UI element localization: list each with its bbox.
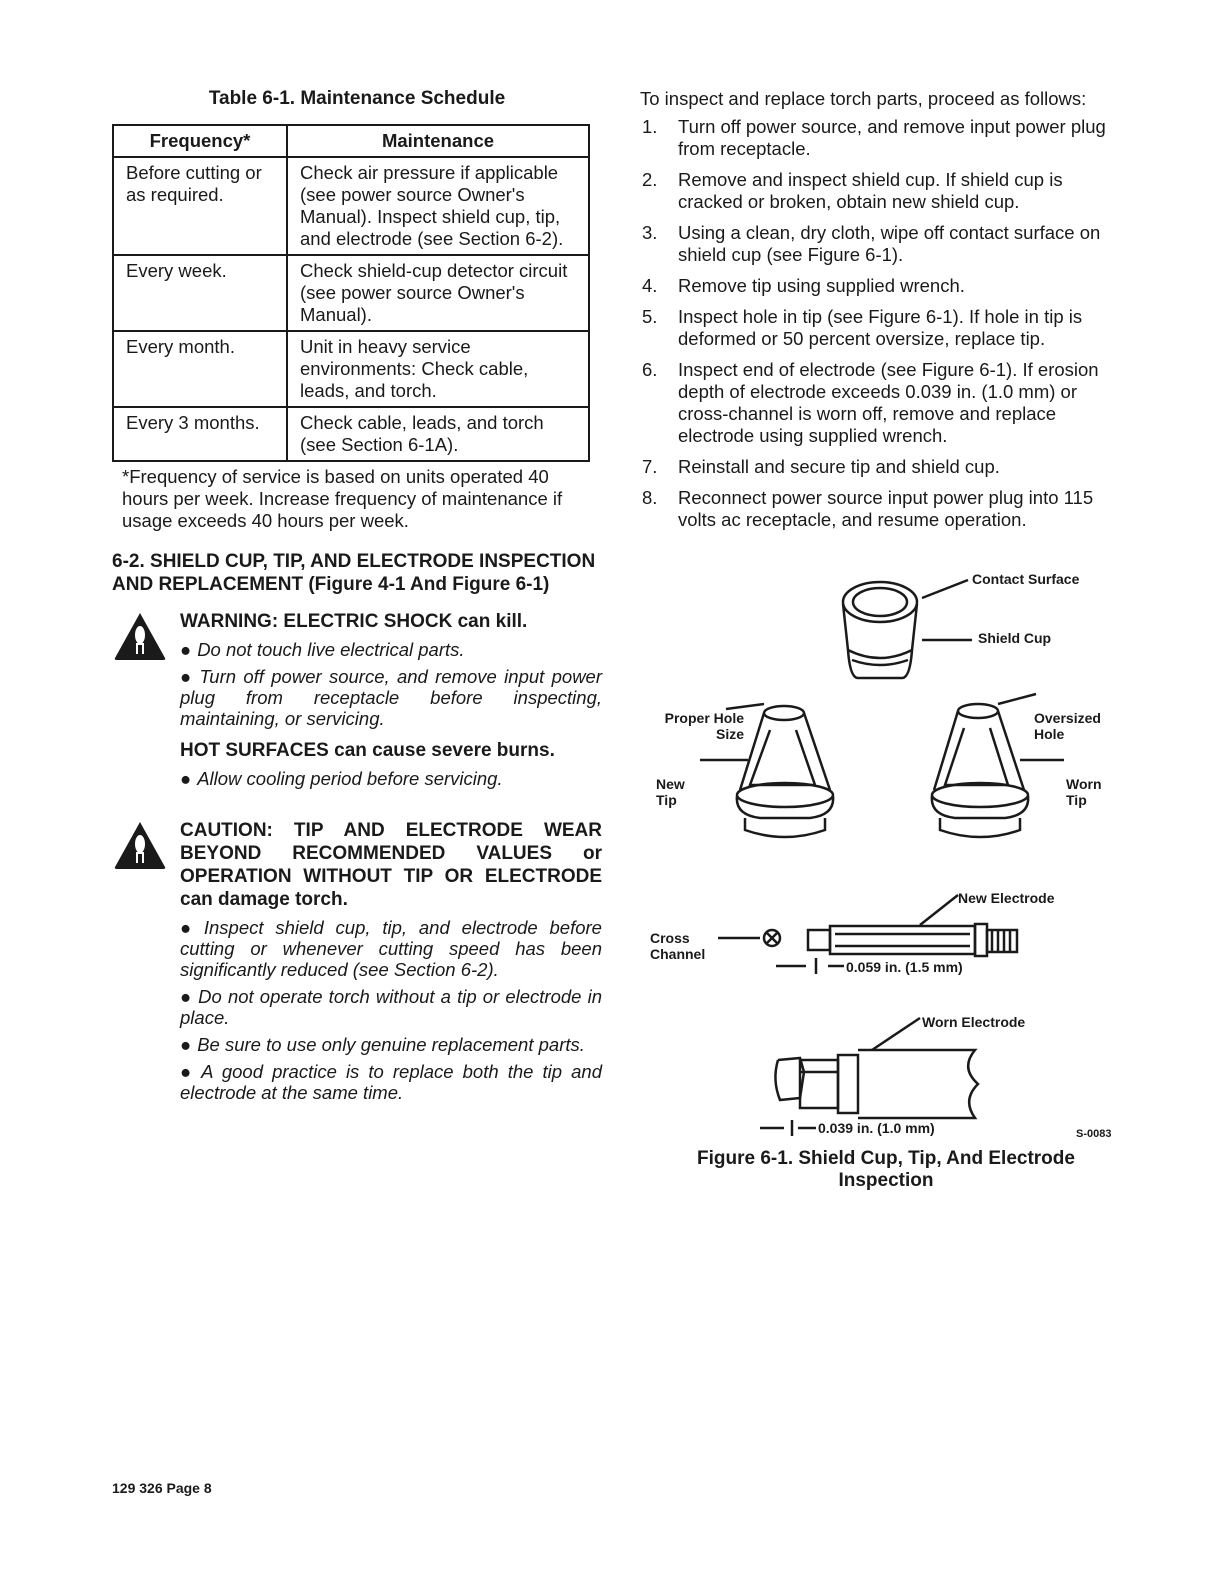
caution-title: CAUTION: TIP AND ELECTRODE WEAR BEYOND RECOMMENDED VALUES or OPERATION WITHOUT TIP OR ELECTRODE can damage torch. xyxy=(180,820,602,910)
section-heading: 6-2. SHIELD CUP, TIP, AND ELECTRODE INSPECTION AND REPLACEMENT (Figure 4-1 And Figure 6-1) xyxy=(112,551,596,595)
worn-electrode-label: Worn Electrode xyxy=(922,1014,1026,1030)
list-item: 2. Remove and inspect shield cup. If shield cup is cracked or broken, obtain new shield cup. xyxy=(642,169,1063,212)
column-header-frequency: Frequency* xyxy=(113,125,287,157)
hot-surfaces-title: HOT SURFACES can cause severe burns. xyxy=(180,740,555,761)
caution-bullet: ● Do not operate torch without a tip or electrode in place. xyxy=(180,986,602,1028)
list-item: 7. Reinstall and secure tip and shield cup. xyxy=(642,456,1000,477)
caution-bullet: ● Inspect shield cup, tip, and electrode before cutting or whenever cutting speed has been significantly reduced (see Section 6-2). xyxy=(180,917,602,980)
figure-code: S-0083 xyxy=(1076,1128,1112,1140)
list-item: 3. Using a clean, dry cloth, wipe off contact surface on shield cup (see Figure 6-1). xyxy=(642,222,1101,265)
worn-electrode-dimension: 0.039 in. (1.0 mm) xyxy=(818,1120,935,1136)
new-tip-drawing xyxy=(737,706,833,837)
worn-electrode-drawing xyxy=(775,1050,978,1118)
proper-hole-label: Proper Hole Size xyxy=(664,710,744,742)
table-title: Table 6-1. Maintenance Schedule xyxy=(208,88,506,109)
contact-surface-label: Contact Surface xyxy=(972,571,1080,587)
new-electrode-dimension: 0.059 in. (1.5 mm) xyxy=(846,959,963,975)
new-electrode-label: New Electrode xyxy=(958,890,1055,906)
new-electrode-drawing xyxy=(808,924,1017,956)
list-item: 4. Remove tip using supplied wrench. xyxy=(642,275,965,296)
warning-bullet: ● Turn off power source, and remove input power plug from receptacle before inspecting, maintaining, or servicing. xyxy=(180,666,602,729)
list-item: 8. Reconnect power source input power plug into 115 volts ac receptacle, and resume operation. xyxy=(642,487,1094,530)
maintenance-cell: Check air pressure if applicable (see power source Owner's Manual). Inspect shield cup, tip, and electrode (see Section 6-2). xyxy=(287,157,589,255)
list-item: 1. Turn off power source, and remove input power plug from receptacle. xyxy=(642,116,1106,159)
page-footer: 129 326 Page 8 xyxy=(112,1480,212,1496)
cross-channel-label: Cross Channel xyxy=(650,930,706,962)
frequency-cell: Before cutting or as required. xyxy=(113,157,287,255)
oversized-hole-label: Oversized Hole xyxy=(1034,710,1101,742)
caution-bullet: ● Be sure to use only genuine replacement parts. xyxy=(180,1034,585,1055)
maintenance-cell: Check cable, leads, and torch (see Section 6-1A). xyxy=(287,407,589,461)
warning-bullet: ● Do not touch live electrical parts. xyxy=(180,639,465,660)
caution-bullet: ● A good practice is to replace both the tip and electrode at the same time. xyxy=(180,1061,602,1103)
list-item: 5. Inspect hole in tip (see Figure 6-1). If hole in tip is deformed or 50 percent oversize, replace tip. xyxy=(642,306,1083,349)
frequency-cell: Every week. xyxy=(113,255,287,331)
column-header-maintenance: Maintenance xyxy=(287,125,589,157)
hot-surfaces-bullet: ● Allow cooling period before servicing. xyxy=(180,768,503,789)
frequency-cell: Every 3 months. xyxy=(113,407,287,461)
warning-title: WARNING: ELECTRIC SHOCK can kill. xyxy=(180,611,528,632)
table-footnote: *Frequency of service is based on units operated 40 hours per week. Increase frequency of maintenance if usage exceeds 40 hours per week. xyxy=(122,466,563,531)
shield-cup-drawing xyxy=(843,582,917,678)
worn-tip-label: Worn Tip xyxy=(1066,776,1102,808)
shield-cup-label: Shield Cup xyxy=(978,630,1052,646)
maintenance-cell: Unit in heavy service environments: Check cable, leads, and torch. xyxy=(287,331,589,407)
maintenance-cell: Check shield-cup detector circuit (see power source Owner's Manual). xyxy=(287,255,589,331)
procedure-intro: To inspect and replace torch parts, proceed as follows: xyxy=(640,88,1087,109)
new-tip-label: New Tip xyxy=(656,776,685,808)
worn-tip-drawing xyxy=(932,704,1028,837)
list-item: 6. Inspect end of electrode (see Figure 6-1). If erosion depth of electrode exceeds 0.039 in. (1.0 mm) or cross-channel is worn off, remove and replace electrode using supplied wrench. xyxy=(642,359,1099,446)
frequency-cell: Every month. xyxy=(113,331,287,407)
figure-caption: Figure 6-1. Shield Cup, Tip, And Electrode Inspection xyxy=(697,1148,1075,1191)
